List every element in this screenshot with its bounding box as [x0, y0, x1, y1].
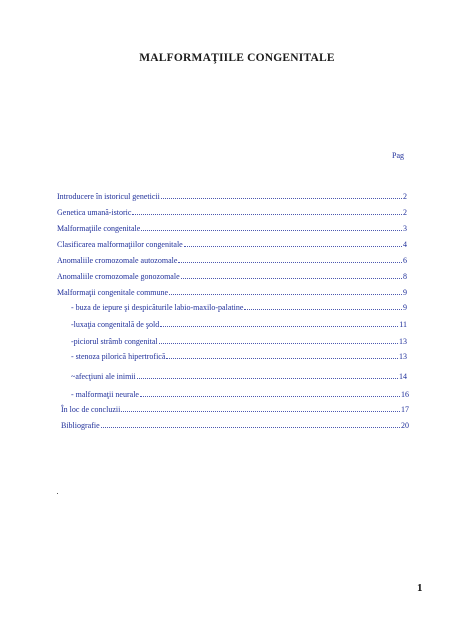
- toc-leader-dots: [244, 301, 402, 310]
- toc-entry: [57, 222, 407, 234]
- page-column-label: Pag: [392, 151, 404, 160]
- stray-mark: [57, 493, 58, 494]
- toc-entry-label: Malformaţii congenitale commune: [57, 288, 169, 297]
- toc-leader-dots: [181, 270, 402, 279]
- toc-leader-dots: [137, 370, 398, 379]
- toc-entry-page: 14: [399, 372, 407, 381]
- toc-leader-dots: [161, 190, 402, 199]
- toc-entry-label: - malformaţii neurale: [71, 390, 139, 399]
- toc-entry: [71, 388, 409, 400]
- toc-leader-dots: [121, 403, 400, 412]
- toc-leader-dots: [166, 350, 398, 359]
- toc-entry: [71, 318, 407, 330]
- toc-entry: [57, 206, 407, 218]
- toc-entry: [57, 238, 407, 250]
- toc-entry-page: 2: [403, 192, 407, 201]
- toc-entry-page: 8: [403, 272, 407, 281]
- toc-entry-page: 13: [399, 337, 407, 346]
- toc-entry-page: 11: [399, 320, 407, 329]
- toc-leader-dots: [101, 419, 400, 428]
- toc-entry-label: -luxaţia congenitală de şold: [71, 320, 160, 329]
- toc-entry: [71, 335, 407, 347]
- toc-entry-label: Bibliografie: [61, 421, 100, 430]
- toc-entry-page: 9: [403, 288, 407, 297]
- toc-entry-label: -piciorul strâmb congenital: [71, 337, 158, 346]
- toc-leader-dots: [169, 286, 402, 295]
- toc-leader-dots: [184, 238, 402, 247]
- toc-leader-dots: [132, 206, 402, 215]
- toc-entry-page: 6: [403, 256, 407, 265]
- toc-leader-dots: [140, 388, 400, 397]
- toc-entry-label: În loc de concluzii: [61, 405, 121, 414]
- toc-entry-label: - buza de iepure şi despicăturile labio-maxilo-palatine: [71, 303, 244, 312]
- toc-entry-page: 13: [399, 352, 407, 361]
- toc-entry-label: - stenoza pilorică hipertrofică: [71, 352, 166, 361]
- toc-entry: [61, 419, 409, 431]
- toc-leader-dots: [178, 254, 402, 263]
- toc-entry: [57, 270, 407, 282]
- toc-entry: [57, 254, 407, 266]
- toc-entry-page: 9: [403, 303, 407, 312]
- toc-entry-label: Anomaliile cromozomale gonozomale: [57, 272, 180, 281]
- toc-leader-dots: [160, 318, 398, 327]
- toc-entry-label: Introducere în istoricul geneticii: [57, 192, 160, 201]
- toc-entry-label: Anomaliile cromozomale autozomale: [57, 256, 178, 265]
- toc-entry-page: 4: [403, 240, 407, 249]
- toc-entry: [57, 286, 407, 298]
- toc-entry-label: ~afecţiuni ale inimii: [71, 372, 136, 381]
- toc-entry: [57, 190, 407, 202]
- page-number: 1: [417, 582, 423, 594]
- document-title: MALFORMAŢIILE CONGENITALE: [139, 52, 335, 64]
- toc-leader-dots: [159, 335, 398, 344]
- toc-entry-page: 2: [403, 208, 407, 217]
- toc-entry-page: 20: [401, 421, 409, 430]
- toc-entry-label: Clasificarea malformaţiilor congenitale: [57, 240, 183, 249]
- toc-entry: [71, 301, 407, 313]
- toc-entry: [61, 403, 409, 415]
- toc-entry: [71, 350, 407, 362]
- toc-entry: [71, 370, 407, 382]
- toc-entry-page: 3: [403, 224, 407, 233]
- toc-entry-label: Malformaţiile congenitale: [57, 224, 141, 233]
- toc-leader-dots: [141, 222, 402, 231]
- toc-entry-label: Genetica umană-istoric: [57, 208, 132, 217]
- toc-entry-page: 17: [401, 405, 409, 414]
- toc-entry-page: 16: [401, 390, 409, 399]
